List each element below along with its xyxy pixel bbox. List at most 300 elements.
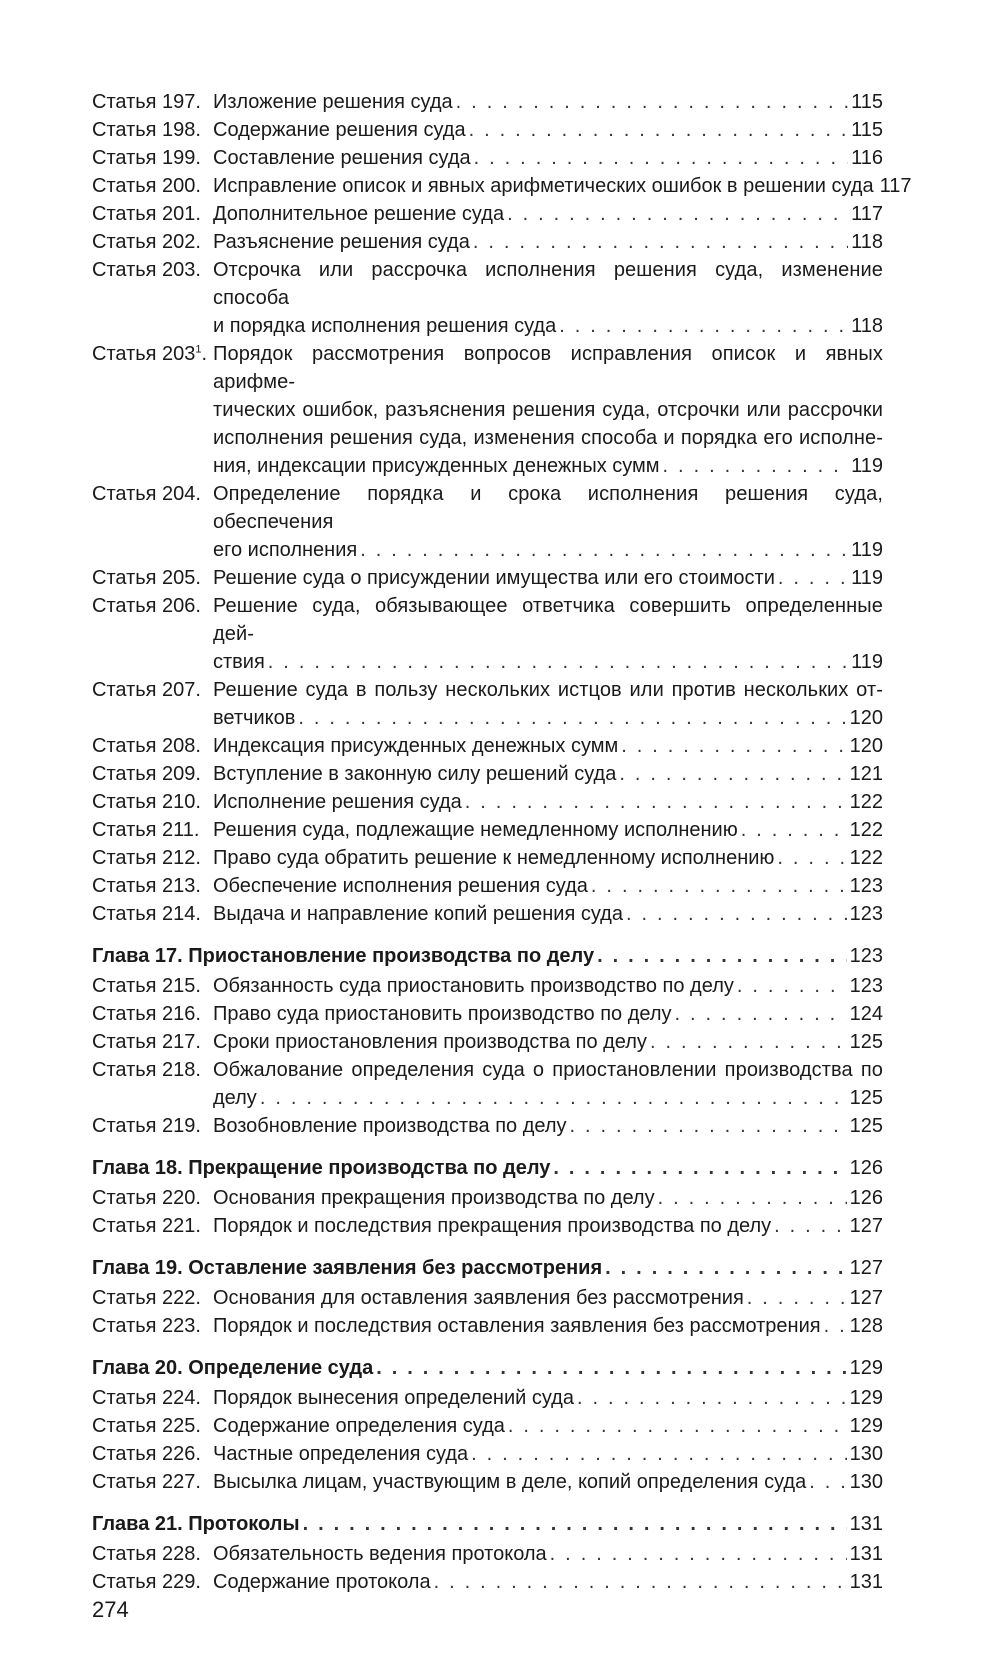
article-label xyxy=(92,256,213,284)
article-label xyxy=(92,1000,213,1028)
article-label xyxy=(92,900,213,928)
toc-entry[interactable] xyxy=(92,1284,883,1312)
article-page-number: 120 xyxy=(849,707,883,729)
article-title: ствия xyxy=(213,651,265,673)
toc-entry[interactable] xyxy=(92,900,883,928)
chapter-title: Глава 17. Приостановление производства по делу xyxy=(92,945,595,967)
article-word: Статья xyxy=(92,1187,157,1209)
leader-dots xyxy=(360,536,848,564)
article-label xyxy=(92,564,213,592)
article-title-block xyxy=(213,900,883,928)
toc-entry[interactable] xyxy=(92,816,883,844)
chapter-title: Глава 20. Определение суда xyxy=(92,1357,374,1379)
article-word: Статья xyxy=(92,175,157,197)
article-title-last-line xyxy=(213,1112,883,1140)
article-page-number: 127 xyxy=(849,1215,883,1237)
article-title: Сроки приостановления производства по делу xyxy=(213,1031,647,1053)
article-number: 219. xyxy=(162,1115,201,1137)
chapter-title: Глава 19. Оставление заявления без рассмотрения xyxy=(92,1257,603,1279)
article-label xyxy=(92,1568,213,1596)
toc-entry[interactable] xyxy=(92,972,883,1000)
article-label xyxy=(92,592,213,620)
article-page-number: 118 xyxy=(851,231,883,253)
article-number: 220. xyxy=(162,1187,201,1209)
article-label xyxy=(92,788,213,816)
article-page-number: 129 xyxy=(849,1415,883,1437)
toc-entry[interactable] xyxy=(92,88,883,116)
article-title: Вступление в законную силу решений суда xyxy=(213,763,617,785)
article-label xyxy=(92,1540,213,1568)
article-title-block xyxy=(213,1028,883,1056)
article-word: Статья xyxy=(92,1115,157,1137)
leader-dots xyxy=(508,1412,847,1440)
article-number: 222. xyxy=(162,1287,201,1309)
article-title: Составление решения суда xyxy=(213,147,471,169)
article-title: делу xyxy=(213,1087,257,1109)
article-label xyxy=(92,480,213,508)
article-title-last-line xyxy=(213,1384,883,1412)
article-title-block xyxy=(213,972,883,1000)
article-title-block xyxy=(213,592,883,676)
article-title: Основания для оставления заявления без рассмотрения xyxy=(213,1287,744,1309)
leader-dots xyxy=(650,1028,847,1056)
leader-dots xyxy=(747,1284,847,1312)
article-number: 226. xyxy=(162,1443,201,1465)
article-number: 214. xyxy=(162,903,201,925)
toc-entry[interactable] xyxy=(92,200,883,228)
article-title-line: Отсрочка или рассрочка исполнения решения суда, изменение способа xyxy=(213,259,883,309)
article-word: Статья xyxy=(92,259,157,281)
article-number-superscript: 1 xyxy=(195,343,202,356)
article-word: Статья xyxy=(92,1031,157,1053)
toc-entry[interactable] xyxy=(92,732,883,760)
article-number-suffix: . xyxy=(201,343,208,365)
leader-dots xyxy=(809,1468,846,1496)
toc-entry[interactable] xyxy=(92,1568,883,1596)
chapter-page-number: 126 xyxy=(849,1157,883,1179)
toc-entry[interactable] xyxy=(92,1028,883,1056)
article-title-block xyxy=(213,1184,883,1212)
article-title-block xyxy=(213,228,883,256)
chapter-heading[interactable] xyxy=(92,1254,883,1282)
article-page-number: 128 xyxy=(849,1315,883,1337)
article-title-block xyxy=(213,1000,883,1028)
leader-dots xyxy=(303,1510,847,1538)
article-page-number: 126 xyxy=(849,1187,883,1209)
article-title: Решение суда о присуждении имущества или его стоимости xyxy=(213,567,775,589)
article-title-last-line xyxy=(213,172,912,200)
article-word: Статья xyxy=(92,1543,157,1565)
article-number: 203 xyxy=(162,343,196,365)
leader-dots xyxy=(658,1184,847,1212)
article-page-number: 124 xyxy=(849,1003,883,1025)
article-label xyxy=(92,1468,213,1496)
article-title: Обязательность ведения протокола xyxy=(213,1543,547,1565)
article-title-block xyxy=(213,1312,883,1340)
article-word: Статья xyxy=(92,1287,157,1309)
article-title-last-line xyxy=(213,732,883,760)
article-title-block xyxy=(213,732,883,760)
article-title-line: Обжалование определения суда о приостановлении производства по xyxy=(213,1059,883,1081)
article-title: Право суда обратить решение к немедленному исполнению xyxy=(213,847,775,869)
chapter-heading[interactable] xyxy=(92,1354,883,1382)
article-page-number: 123 xyxy=(849,975,883,997)
article-title-block xyxy=(213,1412,883,1440)
leader-dots xyxy=(474,144,848,172)
toc-entry[interactable] xyxy=(92,592,883,676)
article-number: 225. xyxy=(162,1415,201,1437)
leader-dots xyxy=(553,1154,846,1182)
article-title-last-line xyxy=(213,564,883,592)
article-number: 217. xyxy=(162,1031,201,1053)
article-word: Статья xyxy=(92,847,157,869)
article-page-number: 127 xyxy=(849,1287,883,1309)
article-page-number: 116 xyxy=(851,147,883,169)
article-word: Статья xyxy=(92,679,157,701)
article-title-block xyxy=(213,844,883,872)
toc-entry[interactable] xyxy=(92,1056,883,1112)
toc-entry[interactable] xyxy=(92,172,912,200)
article-page-number: 125 xyxy=(849,1115,883,1137)
article-title-block xyxy=(213,564,883,592)
article-word: Статья xyxy=(92,903,157,925)
toc-entry[interactable] xyxy=(92,676,883,732)
article-label xyxy=(92,1312,213,1340)
chapter-page-number: 129 xyxy=(849,1357,883,1379)
toc-entry[interactable] xyxy=(92,256,883,340)
article-title: Индексация присужденных денежных сумм xyxy=(213,735,619,757)
article-number: 209. xyxy=(162,763,201,785)
article-word: Статья xyxy=(92,119,157,141)
article-title-block xyxy=(213,1056,883,1112)
article-number: 200. xyxy=(162,175,201,197)
article-title: Основания прекращения производства по делу xyxy=(213,1187,655,1209)
article-title: Содержание протокола xyxy=(213,1571,431,1593)
article-label xyxy=(92,1284,213,1312)
chapter-title: Глава 18. Прекращение производства по делу xyxy=(92,1157,551,1179)
article-title-last-line xyxy=(213,228,883,256)
article-title: Исполнение решения суда xyxy=(213,791,462,813)
chapter-page-number: 127 xyxy=(849,1257,883,1279)
leader-dots xyxy=(778,564,848,592)
article-number: 212. xyxy=(162,847,201,869)
leader-dots xyxy=(663,452,849,480)
article-word: Статья xyxy=(92,791,157,813)
article-title-last-line xyxy=(213,1312,883,1340)
article-title-block xyxy=(213,256,883,340)
article-number: 206. xyxy=(162,595,201,617)
article-title-block xyxy=(213,172,912,200)
article-word: Статья xyxy=(92,1059,157,1081)
article-title: Изложение решения суда xyxy=(213,91,453,113)
article-page-number: 122 xyxy=(849,791,883,813)
article-page-number: 131 xyxy=(849,1571,883,1593)
article-label xyxy=(92,1212,213,1240)
article-title-last-line xyxy=(213,1084,883,1112)
article-label xyxy=(92,340,213,368)
article-label xyxy=(92,1412,213,1440)
article-label xyxy=(92,1112,213,1140)
article-title-block xyxy=(213,1212,883,1240)
toc-entry[interactable] xyxy=(92,144,883,172)
article-number: 211. xyxy=(162,819,200,841)
article-title-block xyxy=(213,200,883,228)
article-page-number: 123 xyxy=(849,875,883,897)
article-number: 197. xyxy=(162,91,201,113)
article-title-last-line xyxy=(213,844,883,872)
article-title-block xyxy=(213,788,883,816)
article-word: Статья xyxy=(92,819,157,841)
article-number: 210. xyxy=(162,791,201,813)
article-label xyxy=(92,760,213,788)
article-title-last-line xyxy=(213,88,883,116)
article-title-last-line xyxy=(213,872,883,900)
article-word: Статья xyxy=(92,595,157,617)
article-number: 221. xyxy=(162,1215,201,1237)
article-title-last-line xyxy=(213,1440,883,1468)
article-number: 201. xyxy=(162,203,201,225)
article-number: 203. xyxy=(162,259,201,281)
article-word: Статья xyxy=(92,1387,157,1409)
article-label xyxy=(92,676,213,704)
article-title: Право суда приостановить производство по делу xyxy=(213,1003,672,1025)
toc-entry[interactable] xyxy=(92,760,883,788)
article-word: Статья xyxy=(92,1003,157,1025)
article-title-block xyxy=(213,816,883,844)
leader-dots xyxy=(550,1540,847,1568)
leader-dots xyxy=(824,1312,847,1340)
article-number: 228. xyxy=(162,1543,201,1565)
article-title-line: Решение суда в пользу нескольких истцов или против нескольких от- xyxy=(213,679,883,701)
article-word: Статья xyxy=(92,1215,157,1237)
article-label xyxy=(92,228,213,256)
article-title: Содержание решения суда xyxy=(213,119,466,141)
chapter-heading[interactable] xyxy=(92,1154,883,1182)
article-page-number: 123 xyxy=(849,903,883,925)
toc-entry[interactable] xyxy=(92,1000,883,1028)
article-title: его исполнения xyxy=(213,539,358,561)
leader-dots xyxy=(465,788,847,816)
toc-entry[interactable] xyxy=(92,480,883,564)
article-word: Статья xyxy=(92,343,157,365)
article-title-last-line xyxy=(213,536,883,564)
article-page-number: 115 xyxy=(851,91,883,113)
leader-dots xyxy=(570,1112,847,1140)
article-title-last-line xyxy=(213,452,883,480)
article-title-block xyxy=(213,1568,883,1596)
article-label xyxy=(92,1440,213,1468)
article-title-block xyxy=(213,872,883,900)
article-word: Статья xyxy=(92,203,157,225)
article-title-last-line xyxy=(213,816,883,844)
article-number: 204. xyxy=(162,483,201,505)
article-title-block xyxy=(213,1284,883,1312)
article-title-last-line xyxy=(213,1184,883,1212)
toc-entry[interactable] xyxy=(92,1184,883,1212)
article-title: Обеспечение исполнения решения суда xyxy=(213,875,588,897)
article-page-number: 117 xyxy=(879,175,912,197)
toc-entry[interactable] xyxy=(92,1468,883,1496)
chapter-title: Глава 21. Протоколы xyxy=(92,1513,300,1535)
table-of-contents xyxy=(92,88,912,1596)
article-page-number: 125 xyxy=(849,1087,883,1109)
leader-dots xyxy=(621,732,846,760)
article-title: ветчиков xyxy=(213,707,296,729)
article-title-line: тических ошибок, разъяснения решения суда, отсрочки или рассрочки xyxy=(213,399,883,421)
article-title-last-line xyxy=(213,144,883,172)
article-label xyxy=(92,972,213,1000)
article-page-number: 120 xyxy=(849,735,883,757)
article-title-last-line xyxy=(213,1468,883,1496)
article-label xyxy=(92,1384,213,1412)
article-title: Возобновление производства по делу xyxy=(213,1115,567,1137)
toc-entry[interactable] xyxy=(92,844,883,872)
leader-dots xyxy=(741,816,847,844)
article-title-last-line xyxy=(213,1540,883,1568)
article-label xyxy=(92,172,213,200)
toc-entry[interactable] xyxy=(92,1112,883,1140)
article-number: 224. xyxy=(162,1387,201,1409)
toc-entry[interactable] xyxy=(92,564,883,592)
article-word: Статья xyxy=(92,1443,157,1465)
article-label xyxy=(92,1184,213,1212)
chapter-page-number: 131 xyxy=(849,1513,883,1535)
leader-dots xyxy=(605,1254,846,1282)
article-page-number: 115 xyxy=(851,119,883,141)
leader-dots xyxy=(675,1000,847,1028)
leader-dots xyxy=(298,704,846,732)
toc-entry[interactable] xyxy=(92,1384,883,1412)
article-word: Статья xyxy=(92,763,157,785)
article-title-last-line xyxy=(213,312,883,340)
article-label xyxy=(92,200,213,228)
leader-dots xyxy=(507,200,848,228)
article-label xyxy=(92,816,213,844)
toc-entry[interactable] xyxy=(92,1540,883,1568)
article-title-last-line xyxy=(213,760,883,788)
article-page-number: 119 xyxy=(851,567,883,589)
article-title: Порядок вынесения определений суда xyxy=(213,1387,574,1409)
leader-dots xyxy=(434,1568,847,1596)
article-title: Решения суда, подлежащие немедленному исполнению xyxy=(213,819,738,841)
toc-entry[interactable] xyxy=(92,1412,883,1440)
article-number: 202. xyxy=(162,231,201,253)
article-title-last-line xyxy=(213,200,883,228)
leader-dots xyxy=(473,228,848,256)
article-page-number: 119 xyxy=(851,455,883,477)
article-title: Обязанность суда приостановить производство по делу xyxy=(213,975,734,997)
article-title-block xyxy=(213,144,883,172)
article-title-last-line xyxy=(213,1568,883,1596)
article-page-number: 131 xyxy=(849,1543,883,1565)
article-title: Порядок и последствия оставления заявления без рассмотрения xyxy=(213,1315,821,1337)
article-word: Статья xyxy=(92,1315,157,1337)
article-word: Статья xyxy=(92,1415,157,1437)
article-title-block xyxy=(213,760,883,788)
article-title-last-line xyxy=(213,704,883,732)
article-word: Статья xyxy=(92,147,157,169)
article-title: Выдача и направление копий решения суда xyxy=(213,903,623,925)
toc-entry[interactable] xyxy=(92,228,883,256)
article-page-number: 130 xyxy=(849,1471,883,1493)
article-title-last-line xyxy=(213,1028,883,1056)
chapter-heading[interactable] xyxy=(92,1510,883,1538)
article-word: Статья xyxy=(92,1571,157,1593)
article-title: и порядка исполнения решения суда xyxy=(213,315,557,337)
leader-dots xyxy=(777,844,846,872)
article-title-last-line xyxy=(213,1284,883,1312)
article-number: 198. xyxy=(162,119,201,141)
article-number: 218. xyxy=(162,1059,201,1081)
article-word: Статья xyxy=(92,567,157,589)
article-number: 229. xyxy=(162,1571,201,1593)
leader-dots xyxy=(268,648,848,676)
article-title-block xyxy=(213,1540,883,1568)
article-title-last-line xyxy=(213,1212,883,1240)
article-title-block xyxy=(213,1468,883,1496)
article-label xyxy=(92,1028,213,1056)
article-number: 205. xyxy=(162,567,201,589)
article-title: Дополнительное решение суда xyxy=(213,203,505,225)
leader-dots xyxy=(260,1084,847,1112)
article-number: 215. xyxy=(162,975,201,997)
toc-entry[interactable] xyxy=(92,872,883,900)
article-title-last-line xyxy=(213,116,883,144)
article-page-number: 117 xyxy=(851,203,883,225)
toc-entry[interactable] xyxy=(92,340,883,480)
leader-dots xyxy=(469,116,849,144)
article-title-block xyxy=(213,480,883,564)
article-title-block xyxy=(213,1384,883,1412)
article-title-block xyxy=(213,1112,883,1140)
article-word: Статья xyxy=(92,231,157,253)
article-label xyxy=(92,144,213,172)
leader-dots xyxy=(774,1212,847,1240)
article-title-block xyxy=(213,116,883,144)
toc-entry[interactable] xyxy=(92,1440,883,1468)
leader-dots xyxy=(591,872,847,900)
article-word: Статья xyxy=(92,483,157,505)
leader-dots xyxy=(626,900,847,928)
toc-entry[interactable] xyxy=(92,788,883,816)
article-title-block xyxy=(213,1440,883,1468)
article-word: Статья xyxy=(92,735,157,757)
article-page-number: 125 xyxy=(849,1031,883,1053)
article-number: 213. xyxy=(162,875,201,897)
article-title-last-line xyxy=(213,1000,883,1028)
article-number: 223. xyxy=(162,1315,201,1337)
article-page-number: 130 xyxy=(849,1443,883,1465)
toc-entry[interactable] xyxy=(92,1212,883,1240)
article-label xyxy=(92,116,213,144)
article-number: 216. xyxy=(162,1003,201,1025)
article-title: Частные определения суда xyxy=(213,1443,469,1465)
toc-entry[interactable] xyxy=(92,1312,883,1340)
article-title-block xyxy=(213,676,883,732)
article-page-number: 129 xyxy=(849,1387,883,1409)
chapter-heading[interactable] xyxy=(92,942,883,970)
toc-entry[interactable] xyxy=(92,116,883,144)
article-word: Статья xyxy=(92,875,157,897)
article-page-number: 122 xyxy=(849,819,883,841)
article-label xyxy=(92,1056,213,1084)
article-title-line: исполнения решения суда, изменения способа и порядка его исполне- xyxy=(213,427,883,449)
article-number: 227. xyxy=(162,1471,201,1493)
article-page-number: 119 xyxy=(851,539,883,561)
article-label xyxy=(92,732,213,760)
page-number: 274 xyxy=(92,1597,129,1622)
article-label xyxy=(92,844,213,872)
